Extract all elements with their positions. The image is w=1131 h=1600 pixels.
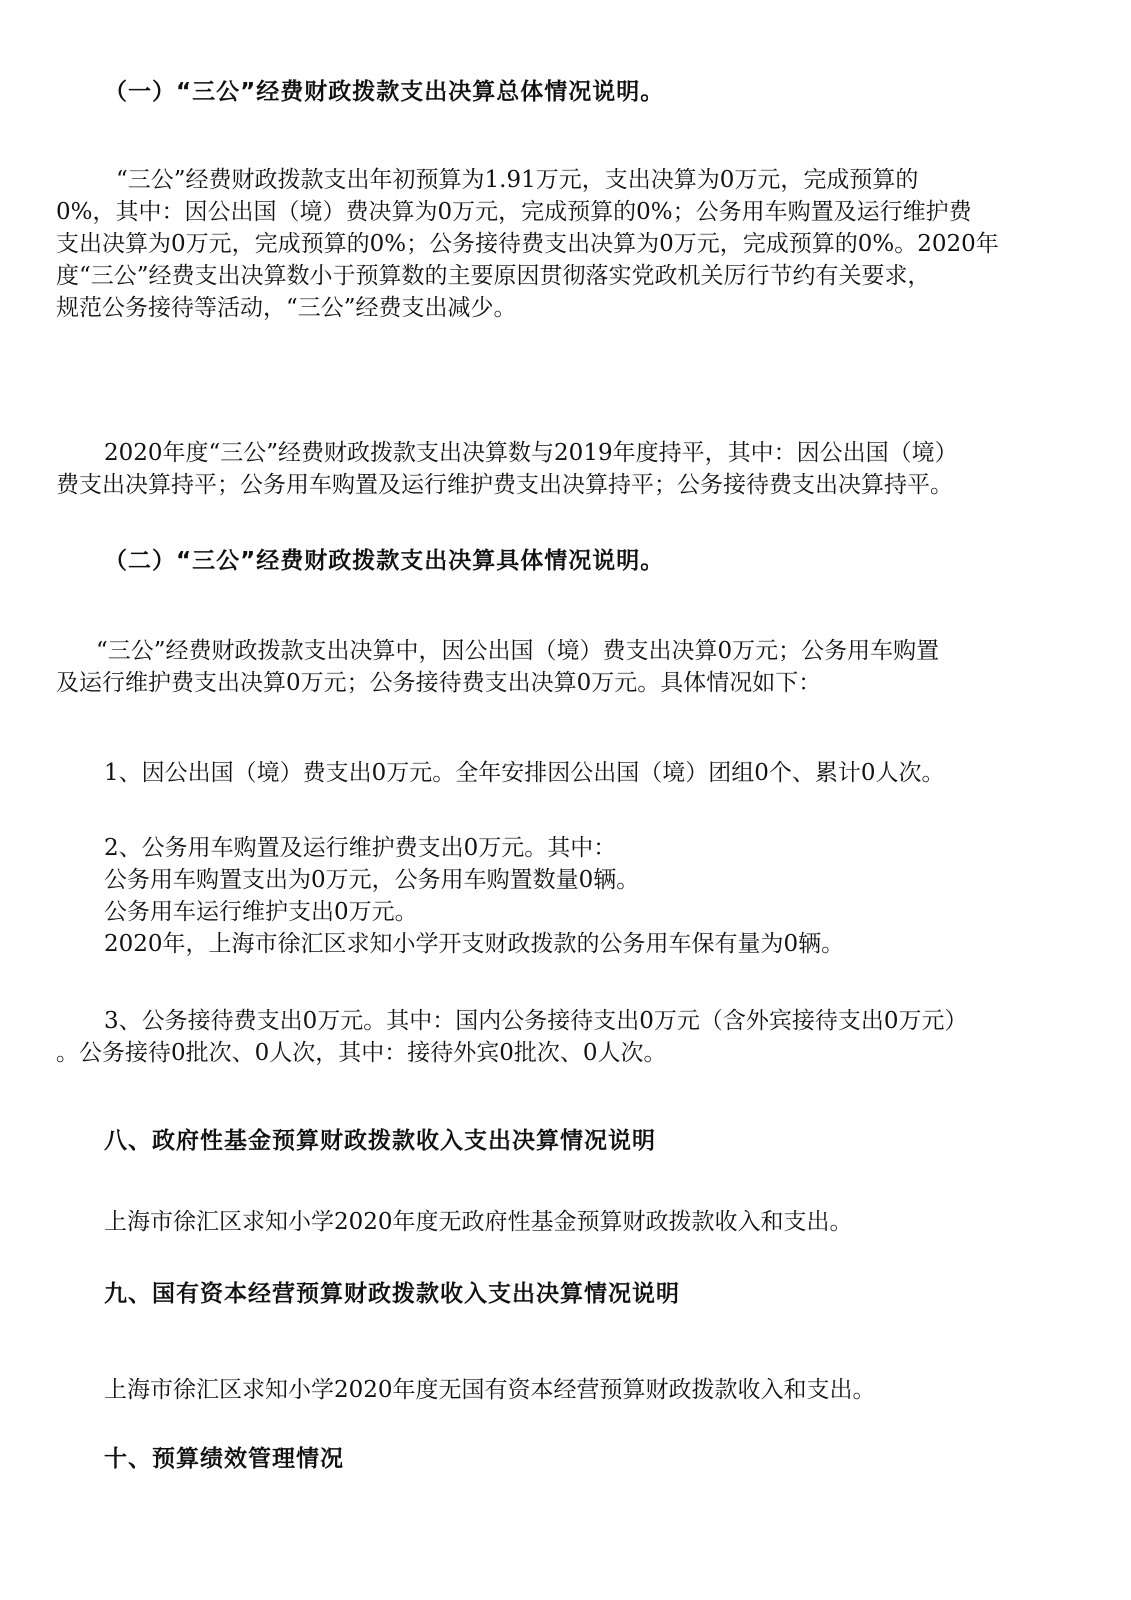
section-heading-9: 九、国有资本经营预算财政拨款收入支出决算情况说明 [104,1281,680,1307]
section-heading-8: 八、政府性基金预算财政拨款收入支出决算情况说明 [104,1128,656,1154]
text-line: 。公务接待0批次、0人次，其中：接待外宾0批次、0人次。 [56,1040,667,1066]
text-line: 上海市徐汇区求知小学2020年度无政府性基金预算财政拨款收入和支出。 [104,1209,853,1235]
item-official-reception [56,1005,968,1069]
section-heading-10: 十、预算绩效管理情况 [104,1446,344,1472]
paragraph-year-comparison [56,437,958,501]
paragraph-state-capital [104,1374,876,1406]
text-line: 支出决算为0万元，完成预算的0%；公务接待费支出决算为0万元，完成预算的0%。2020年 [56,231,999,257]
text-line: 3、公务接待费支出0万元。其中：国内公务接待支出0万元（含外宾接待支出0万元） [104,1008,968,1034]
text-line: 0%，其中：因公出国（境）费决算为0万元，完成预算的0%；公务用车购置及运行维护费 [56,199,972,225]
paragraph-specific-details [56,635,939,699]
item-overseas-travel [104,757,945,789]
text-line: 度“三公”经费支出决算数小于预算数的主要原因贯彻落实党政机关厉行节约有关要求， [56,263,931,289]
text-line: 上海市徐汇区求知小学2020年度无国有资本经营预算财政拨款收入和支出。 [104,1377,876,1403]
text-line: 及运行维护费支出决算0万元；公务接待费支出决算0万元。具体情况如下： [56,670,822,696]
item-official-vehicles [104,832,844,960]
text-line: 2020年度“三公”经费财政拨款支出决算数与2019年度持平，其中：因公出国（境） [104,440,958,466]
text-line: 2020年，上海市徐汇区求知小学开支财政拨款的公务用车保有量为0辆。 [104,931,845,957]
text-line: 公务用车购置支出为0万元，公务用车购置数量0辆。 [104,867,640,893]
text-line: “三公”经费财政拨款支出决算中，因公出国（境）费支出决算0万元；公务用车购置 [96,638,940,664]
paragraph-overall-budget [56,164,999,324]
paragraph-government-fund [104,1206,853,1238]
text-line: 1、因公出国（境）费支出0万元。全年安排因公出国（境）团组0个、累计0人次。 [104,760,945,786]
text-line: “三公”经费财政拨款支出年初预算为1.91万元，支出决算为0万元，完成预算的 [116,167,919,193]
text-line: 公务用车运行维护支出0万元。 [104,899,418,925]
section-heading-1: （一）“三公”经费财政拨款支出决算总体情况说明。 [104,79,665,105]
text-line: 费支出决算持平；公务用车购置及运行维护费支出决算持平；公务接待费支出决算持平。 [56,472,953,498]
text-line: 规范公务接待等活动，“三公”经费支出减少。 [56,295,517,321]
section-heading-2: （二）“三公”经费财政拨款支出决算具体情况说明。 [104,548,665,574]
text-line: 2、公务用车购置及运行维护费支出0万元。其中： [104,835,617,861]
